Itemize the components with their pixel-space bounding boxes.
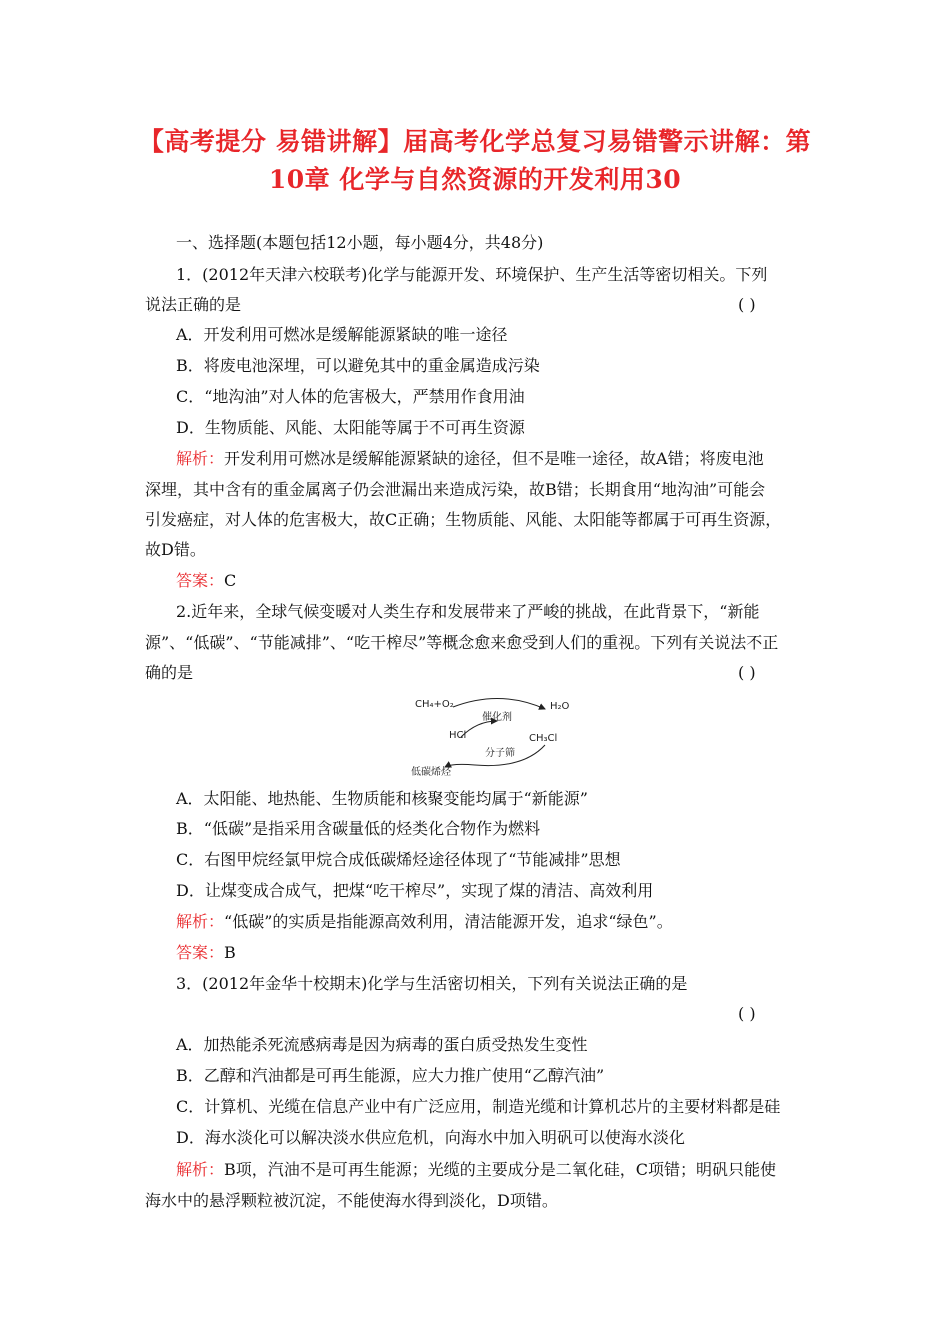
diagram-ch3cl: CH₃Cl (529, 733, 558, 744)
q3-answer-blank: ( ) (738, 1004, 756, 1023)
q2-analysis-line-1 (176, 911, 673, 933)
diagram-upper-arrow (453, 698, 545, 709)
diagram-sieve: 分子筛 (485, 748, 515, 759)
q1-analysis-line-2: 深埋，其中含有的重金属离子仍会泄漏出来造成污染，故B错；长期食用“地沟油”可能会 (145, 480, 766, 499)
q1-answer-blank: ( ) (738, 295, 756, 314)
q1-option-a: A．开发利用可燃冰是缓解能源紧缺的唯一途径 (176, 325, 508, 344)
q2-answer-line (176, 942, 236, 964)
diagram-hcl: HCl (449, 730, 467, 741)
q3-stem-line-1: 3．(2012年金华十校期末)化学与生活密切相关，下列有关说法正确的是 (176, 974, 688, 993)
methane-to-olefins-diagram (405, 693, 585, 781)
q1-answer-line (176, 570, 236, 592)
q2-answer-label: 答案： (176, 943, 225, 962)
q1-stem-line-2: 说法正确的是 (145, 295, 242, 314)
q3-option-a: A．加热能杀死流感病毒是因为病毒的蛋白质受热发生变性 (176, 1035, 588, 1054)
q1-stem-line-1: 1．(2012年天津六校联考)化学与能源开发、环境保护、生产生活等密切相关。下列 (176, 265, 768, 284)
q1-option-b: B．将废电池深埋，可以避免其中的重金属造成污染 (176, 356, 540, 375)
q3-option-d: D．海水淡化可以解决淡水供应危机，向海水中加入明矾可以使海水淡化 (176, 1128, 685, 1147)
document-title-line-1: 【高考提分 易错讲解】届高考化学总复习易错警示讲解：第 (138, 127, 812, 156)
diagram-water: H₂O (550, 701, 570, 712)
q3-analysis-text-1: B项，汽油不是可再生能源；光缆的主要成分是二氧化硅，C项错；明矾只能使 (224, 1160, 777, 1179)
q1-answer-label: 答案： (176, 571, 225, 590)
q1-option-c: C．“地沟油”对人体的危害极大，严禁用作食用油 (176, 387, 525, 406)
diagram-hcl-arrow (461, 721, 497, 737)
q3-analysis-line-1 (176, 1159, 776, 1181)
document-title-line-2: 10章 化学与自然资源的开发利用30 (268, 165, 682, 194)
q3-analysis-line-2: 海水中的悬浮颗粒被沉淀，不能使海水得到淡化，D项错。 (145, 1191, 558, 1210)
q3-option-c: C．计算机、光缆在信息产业中有广泛应用，制造光缆和计算机芯片的主要材料都是硅 (176, 1097, 781, 1116)
diagram-catalyst: 催化剂 (482, 712, 512, 723)
q2-stem-line-3: 确的是 (145, 663, 194, 682)
q1-option-d: D．生物质能、风能、太阳能等属于不可再生资源 (176, 418, 525, 437)
q1-analysis-line-1 (176, 448, 764, 470)
q2-option-a: A．太阳能、地热能、生物质能和核聚变能均属于“新能源” (176, 789, 588, 808)
q2-stem-line-2: 源”、“低碳”、“节能减排”、“吃干榨尽”等概念愈来愈受到人们的重视。下列有关说法不正 (145, 633, 779, 652)
q1-analysis-line-3: 引发癌症，对人体的危害极大，故C正确；生物质能、风能、太阳能等都属于可再生资源， (145, 510, 782, 529)
q2-option-c: C．右图甲烷经氯甲烷合成低碳烯烃途径体现了“节能减排”思想 (176, 850, 621, 869)
q3-option-b: B．乙醇和汽油都是可再生能源，应大力推广使用“乙醇汽油” (176, 1066, 605, 1085)
q2-option-d: D．让煤变成合成气，把煤“吃干榨尽”，实现了煤的清洁、高效利用 (176, 881, 654, 900)
q1-analysis-line-4: 故D错。 (145, 540, 206, 559)
q2-analysis-label: 解析： (176, 912, 225, 931)
q2-answer-blank: ( ) (738, 663, 756, 682)
q2-option-b: B．“低碳”是指采用含碳量低的烃类化合物作为燃料 (176, 819, 541, 838)
diagram-product: 低碳烯烃 (411, 767, 451, 778)
q1-analysis-label: 解析： (176, 449, 225, 468)
q2-answer-value: B (224, 943, 236, 962)
q2-analysis-text-1: “低碳”的实质是指能源高效利用，清洁能源开发，追求“绿色”。 (224, 912, 673, 931)
q1-answer-value: C (224, 571, 237, 590)
q1-analysis-text-1: 开发利用可燃冰是缓解能源紧缺的途径，但不是唯一途径，故A错；将废电池 (224, 449, 764, 468)
section-header: 一、选择题(本题包括12小题，每小题4分，共48分) (176, 233, 544, 252)
q2-stem-line-1: 2.近年来，全球气候变暖对人类生存和发展带来了严峻的挑战，在此背景下，“新能 (176, 602, 760, 621)
q3-analysis-label: 解析： (176, 1160, 225, 1179)
diagram-reactants: CH₄+O₂ (415, 699, 454, 710)
